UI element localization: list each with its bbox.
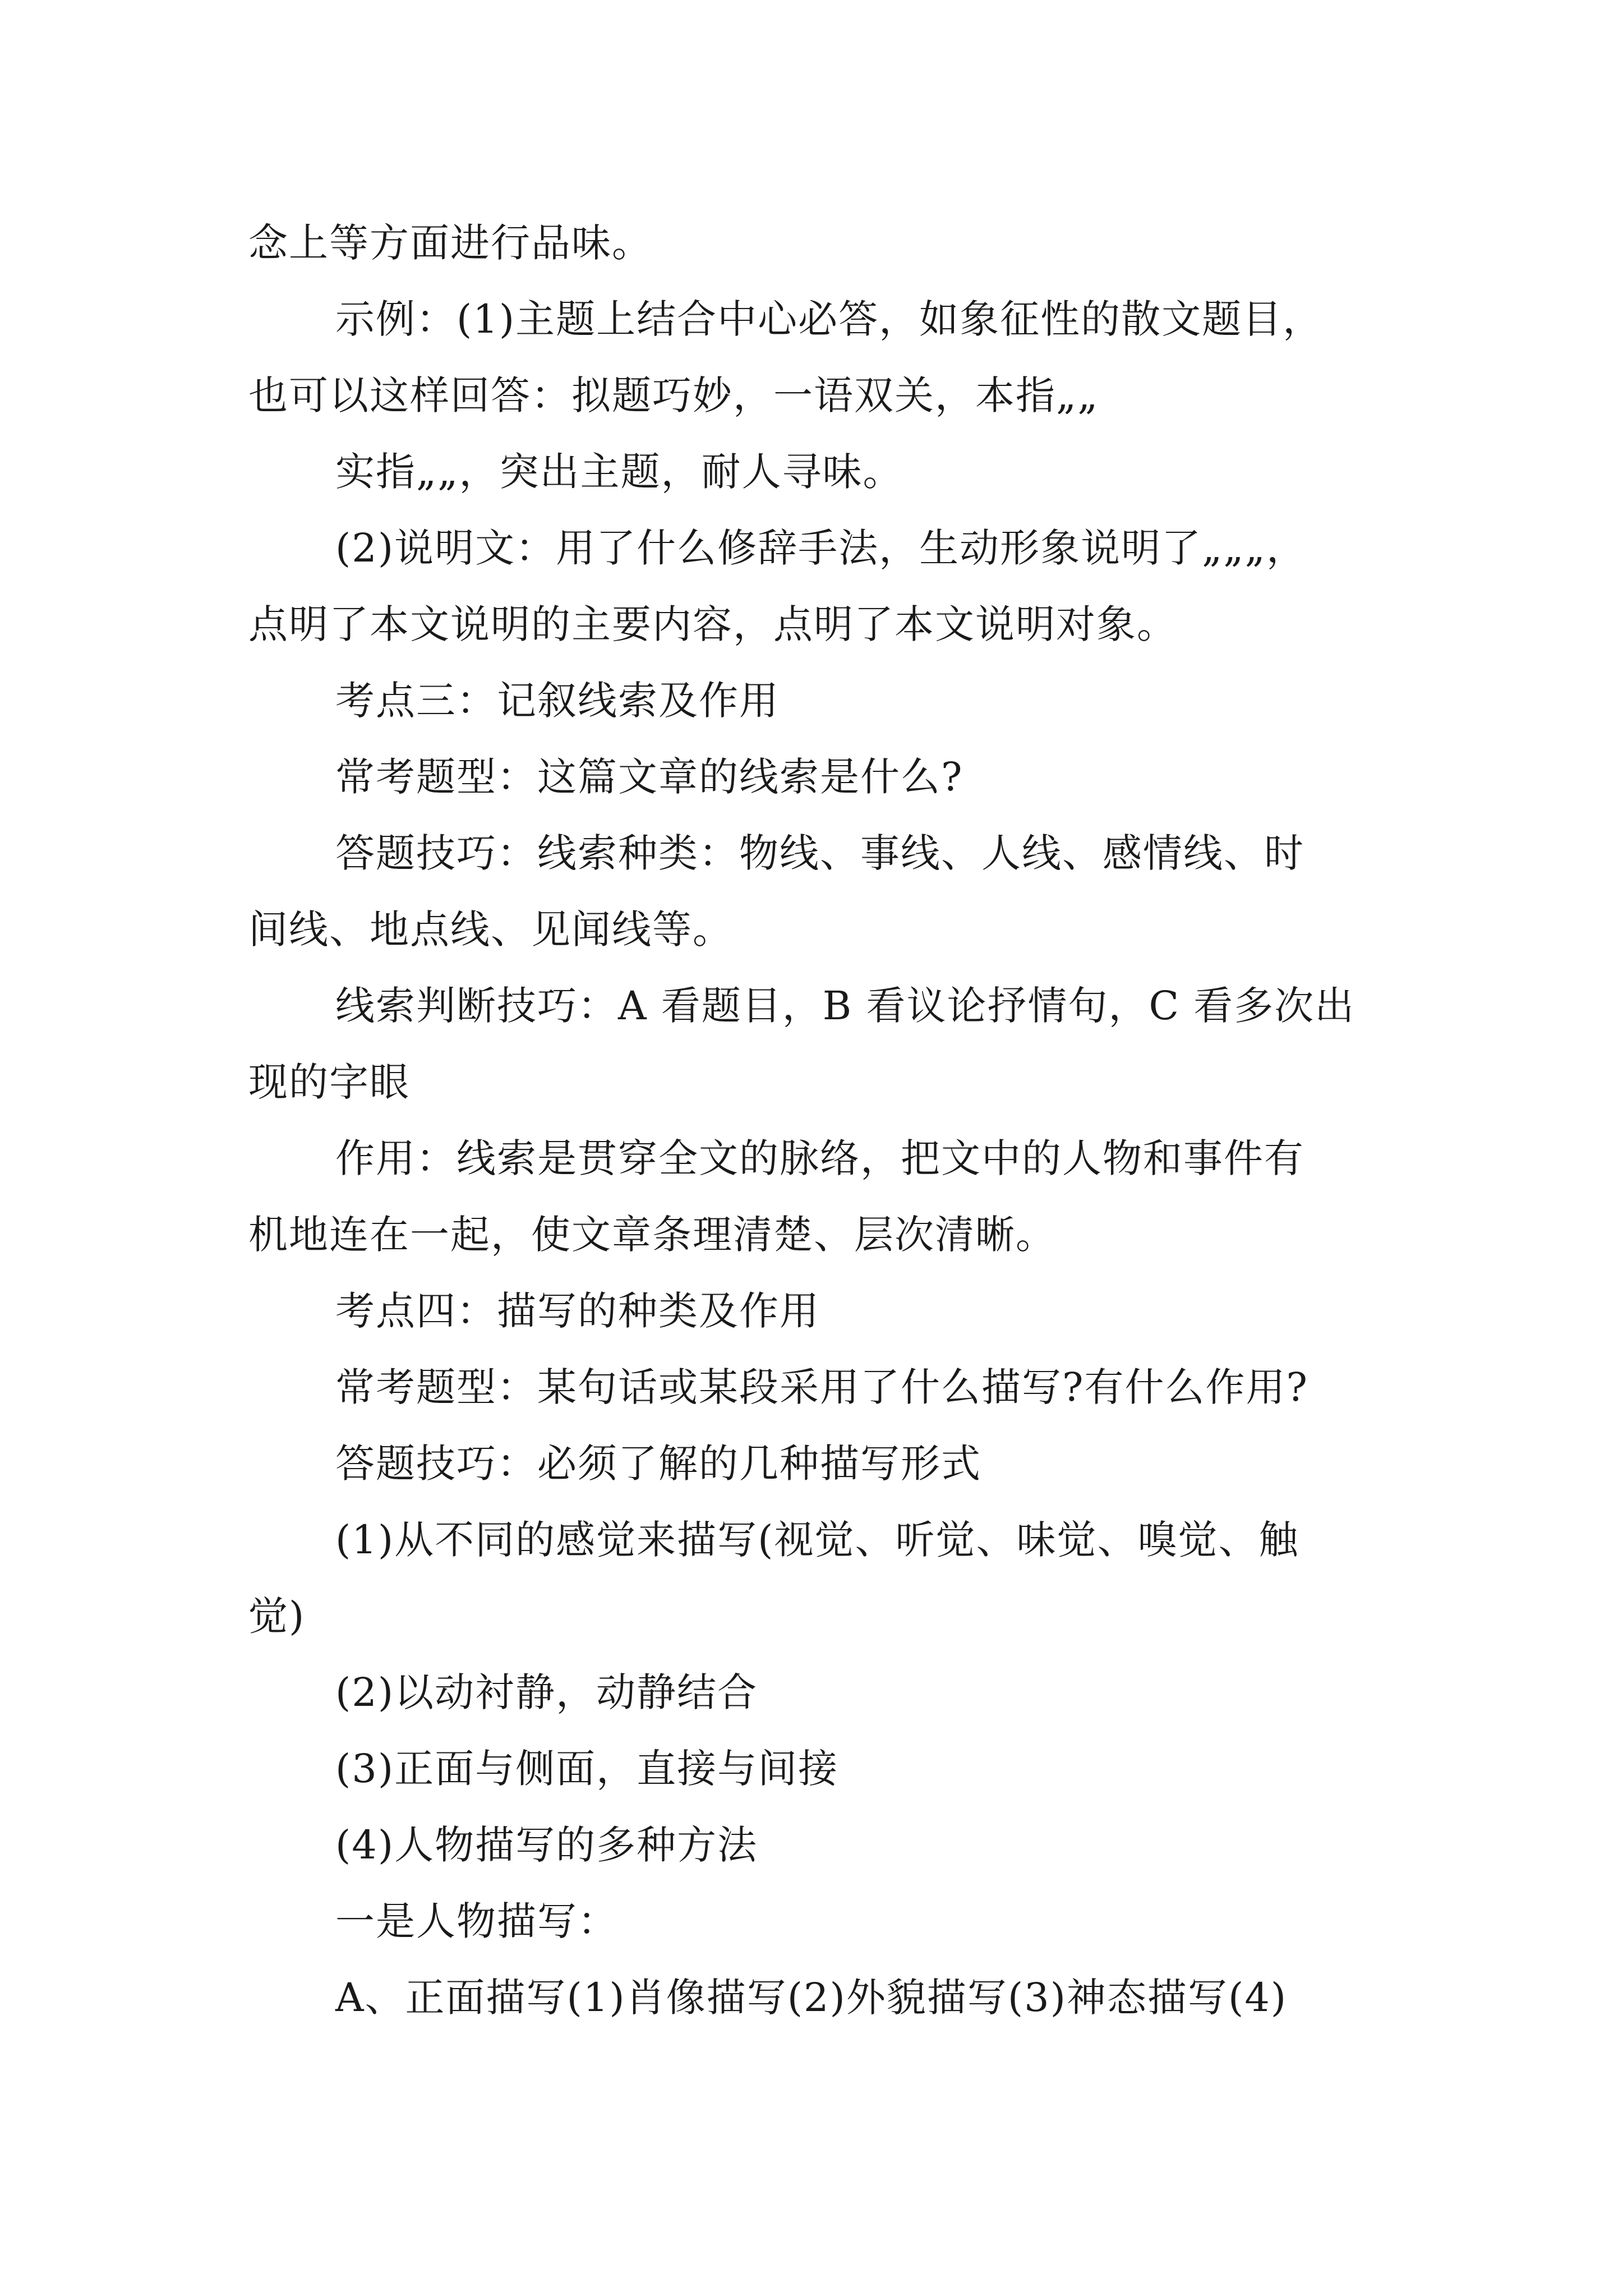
text-line: 也可以这样回答：拟题巧妙，一语双关，本指„„ — [248, 372, 1099, 418]
section-heading: 考点三：记叙线索及作用 — [335, 678, 780, 724]
text-line: 作用：线索是贯穿全文的脉络，把文中的人物和事件有 — [335, 1135, 1304, 1181]
text-line: A、正面描写(1)肖像描写(2)外貌描写(3)神态描写(4) — [335, 1975, 1288, 2021]
text-line: 现的字眼 — [248, 1059, 410, 1105]
text-line: (2)说明文：用了什么修辞手法，生动形象说明了„„„， — [335, 525, 1307, 571]
text-line: (3)正面与侧面，直接与间接 — [335, 1746, 839, 1792]
text-line: 一是人物描写： — [335, 1898, 618, 1944]
text-line: 示例：(1)主题上结合中心必答，如象征性的散文题目， — [335, 296, 1324, 342]
text-line: 常考题型：某句话或某段采用了什么描写?有什么作用? — [335, 1364, 1309, 1410]
text-line: 觉) — [248, 1593, 306, 1639]
text-line: (1)从不同的感觉来描写(视觉、听觉、味觉、嗅觉、触 — [335, 1517, 1299, 1563]
text-line: 机地连在一起，使文章条理清楚、层次清晰。 — [248, 1212, 1056, 1258]
text-line: 点明了本文说明的主要内容，点明了本文说明对象。 — [248, 601, 1177, 647]
text-line: 答题技巧：线索种类：物线、事线、人线、感情线、时 — [335, 830, 1304, 876]
text-line: (4)人物描写的多种方法 — [335, 1822, 758, 1868]
text-line: 答题技巧：必须了解的几种描写形式 — [335, 1441, 981, 1487]
text-line: 实指„„，突出主题，耐人寻味。 — [335, 449, 903, 495]
text-line: 念上等方面进行品味。 — [248, 220, 652, 266]
text-line: 常考题型：这篇文章的线索是什么? — [335, 754, 963, 800]
section-heading: 考点四：描写的种类及作用 — [335, 1288, 820, 1334]
text-line: 间线、地点线、见闻线等。 — [248, 907, 733, 953]
text-line: 线索判断技巧：A 看题目，B 看议论抒情句，C 看多次出 — [335, 983, 1355, 1029]
text-line: (2)以动衬静，动静结合 — [335, 1669, 758, 1715]
